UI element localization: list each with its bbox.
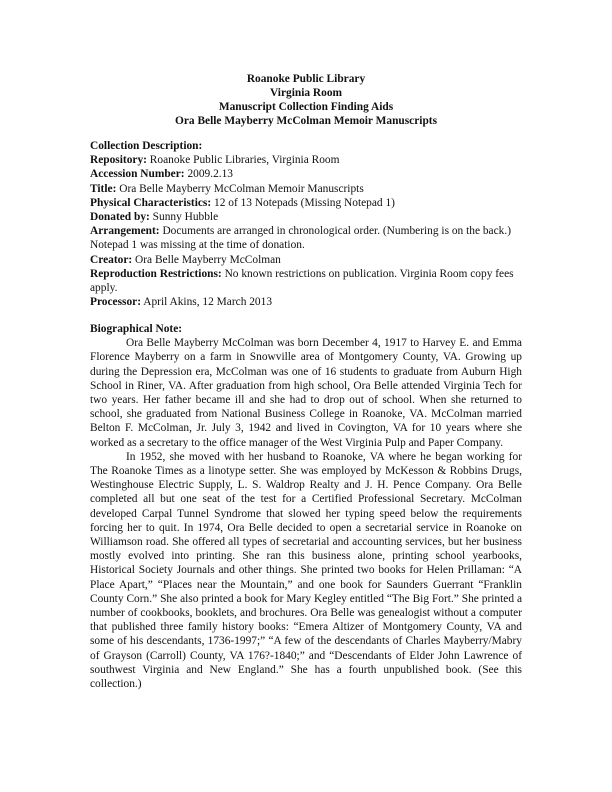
field-value: Documents are arranged in chronological order. (Numbering is on the back.) Notepad 1 was missing at the time of donation. xyxy=(90,225,512,252)
field-value: Sunny Hubble xyxy=(149,211,219,224)
document-header xyxy=(0,72,612,128)
field-label: Title: xyxy=(90,182,117,195)
field-value: April Akins, 12 March 2013 xyxy=(141,296,273,309)
header-library-name: Roanoke Public Library xyxy=(246,73,366,85)
field-value: Roanoke Public Libraries, Virginia Room xyxy=(146,154,340,167)
creator-field xyxy=(90,253,522,267)
field-label: Arrangement: xyxy=(90,225,160,238)
field-label: Donated by: xyxy=(90,211,150,224)
bio-paragraph-2: In 1952, she moved with her husband to Roanoke, VA where he began working for The Roanoke Times as a linotype setter. She was employed by McKesson & Robbins Drugs, Westinghouse Electric Supply, L. S. Waldrop Realty and J. H. Pence Company. Ora Belle completed all but one seat of the test for a Certified Professional Secretary. McColman developed Carpal Tunnel Syndrome that slowed her typing speed below the requirements forcing her to quit. In 1974, Ora Belle decided to open a secretarial service in Roanoke on Williamson road. She offered all types of secretarial and accounting services, but her business mostly evolved into printing. She ran this business alone, printing school yearbooks, Historical Society Journals and other things. She printed two books for Helen Prillaman: “A Place Apart,” “Places near the Mountain,” and one book for Saunders Guerrant “Franklin County Corn.” She also printed a book for Mary Kegley entitled “The Big Fort.” She printed a number of cookbooks, booklets, and brochures. Ora Belle was genealogist without a computer that published three family history books: “Emera Altizer of Montgomery County, VA and some of his descendants, 1736-1997;” “A few of the descendants of Charles Mayberry/Mabry of Grayson (Carroll) County, VA 176?-1840;” and “Descendants of Elder John Lawrence of southwest Virginia and New England.” She has a fourth unpublished book. (See this collection.) xyxy=(90,450,522,691)
field-value: 2009.2.13 xyxy=(184,168,234,181)
field-value: Ora Belle Mayberry McColman Memoir Manuscripts xyxy=(116,182,364,195)
description-heading: Collection Description: xyxy=(90,140,203,152)
accession-number-field xyxy=(90,167,522,181)
bio-paragraph-1: Ora Belle Mayberry McColman was born December 4, 1917 to Harvey E. and Emma Florence Mayberry on a farm in Snowville area of Montgomery County, VA. Growing up during the Depression era, McColman was one of 16 students to graduate from Auburn High School in Riner, VA. After graduation from high school, Ora Belle attended Virginia Tech for two years. Her father became ill and she had to drop out of school. When she returned to school, she graduated from National Business College in Roanoke, VA. McColman married Belton F. McColman, Jr. July 3, 1942 and lived in Covington, VA for 10 years where she worked as a secretary to the office manager of the West Virginia Pulp and Paper Company. xyxy=(90,337,522,449)
header-room-name: Virginia Room xyxy=(269,87,343,99)
header-collection-title: Ora Belle Mayberry McColman Memoir Manuscripts xyxy=(174,115,438,127)
field-label: Processor: xyxy=(90,296,142,309)
field-label: Creator: xyxy=(90,253,133,266)
collection-description xyxy=(90,139,522,309)
physical-characteristics-field xyxy=(90,196,522,210)
title-field xyxy=(90,182,522,196)
reproduction-restrictions-field xyxy=(90,267,522,295)
field-label: Physical Characteristics: xyxy=(90,196,212,209)
field-label: Accession Number: xyxy=(90,168,185,181)
field-value: 12 of 13 Notepads (Missing Notepad 1) xyxy=(211,196,395,209)
bio-heading: Biographical Note: xyxy=(90,323,183,335)
repository-field xyxy=(90,153,522,167)
header-finding-aids: Manuscript Collection Finding Aids xyxy=(218,101,394,113)
donated-by-field xyxy=(90,210,522,224)
field-label: Repository: xyxy=(90,154,147,167)
field-label: Reproduction Restrictions: xyxy=(90,267,222,280)
field-value: Ora Belle Mayberry McColman xyxy=(132,253,281,266)
biographical-note xyxy=(90,322,522,691)
field-value: No known restrictions on publication. Virginia Room copy fees apply. xyxy=(90,267,514,295)
processor-field xyxy=(90,295,522,309)
arrangement-field xyxy=(90,224,522,252)
